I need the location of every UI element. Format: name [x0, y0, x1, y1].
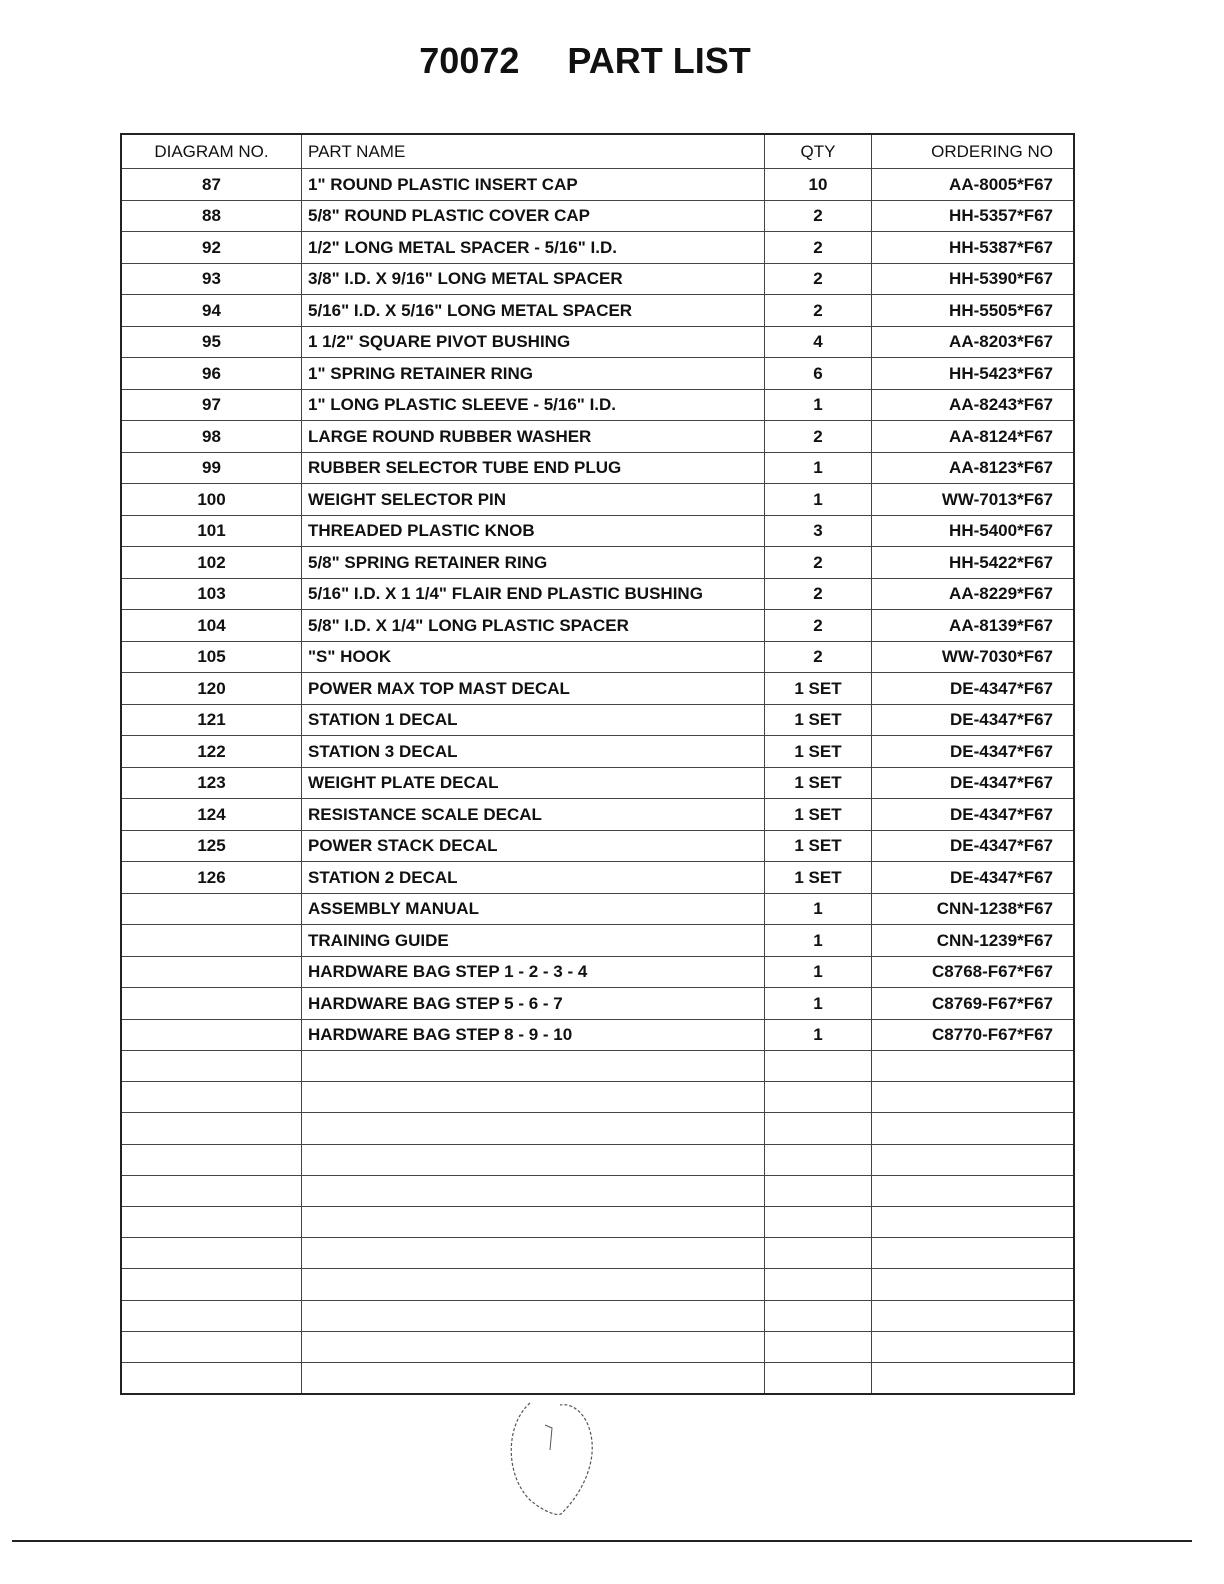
- cell-qty: 2: [765, 578, 872, 610]
- cell-ordering-no: HH-5505*F67: [872, 295, 1075, 327]
- cell-part-name: 5/16" I.D. X 1 1/4" FLAIR END PLASTIC BUSHING: [302, 578, 765, 610]
- cell-part-name: RUBBER SELECTOR TUBE END PLUG: [302, 452, 765, 484]
- table-row: [121, 452, 1074, 484]
- blank-cell: [302, 1113, 765, 1144]
- cell-part-name: POWER MAX TOP MAST DECAL: [302, 673, 765, 705]
- blank-cell: [872, 1206, 1075, 1237]
- cell-ordering-no: CNN-1239*F67: [872, 925, 1075, 957]
- blank-cell: [765, 1144, 872, 1175]
- table-row: [121, 956, 1074, 988]
- cell-part-name: "S" HOOK: [302, 641, 765, 673]
- cell-diagram-no: 87: [121, 169, 302, 201]
- table-row: [121, 169, 1074, 201]
- blank-cell: [302, 1238, 765, 1269]
- table-row: [121, 326, 1074, 358]
- parts-table-body: [121, 169, 1074, 1395]
- blank-cell: [121, 1144, 302, 1175]
- cell-part-name: STATION 3 DECAL: [302, 736, 765, 768]
- blank-cell: [121, 1113, 302, 1144]
- table-row: [121, 547, 1074, 579]
- cell-part-name: HARDWARE BAG STEP 8 - 9 - 10: [302, 1019, 765, 1051]
- cell-diagram-no: 97: [121, 389, 302, 421]
- cell-diagram-no: [121, 1019, 302, 1051]
- cell-qty: 3: [765, 515, 872, 547]
- cell-ordering-no: DE-4347*F67: [872, 862, 1075, 894]
- header-diagram-no: DIAGRAM NO.: [121, 134, 302, 169]
- cell-diagram-no: 95: [121, 326, 302, 358]
- cell-part-name: WEIGHT PLATE DECAL: [302, 767, 765, 799]
- cell-ordering-no: C8768-F67*F67: [872, 956, 1075, 988]
- cell-qty: 4: [765, 326, 872, 358]
- table-row: [121, 421, 1074, 453]
- blank-cell: [765, 1051, 872, 1082]
- cell-diagram-no: 101: [121, 515, 302, 547]
- cell-ordering-no: DE-4347*F67: [872, 767, 1075, 799]
- cell-diagram-no: 96: [121, 358, 302, 390]
- table-row: [121, 515, 1074, 547]
- cell-qty: 2: [765, 641, 872, 673]
- cell-ordering-no: HH-5422*F67: [872, 547, 1075, 579]
- header-qty: QTY: [765, 134, 872, 169]
- table-row: [121, 862, 1074, 894]
- bottom-rule: [12, 1540, 1192, 1542]
- blank-cell: [302, 1331, 765, 1362]
- cell-part-name: LARGE ROUND RUBBER WASHER: [302, 421, 765, 453]
- cell-qty: 2: [765, 295, 872, 327]
- table-row: [121, 610, 1074, 642]
- blank-cell: [765, 1362, 872, 1394]
- cell-ordering-no: WW-7030*F67: [872, 641, 1075, 673]
- blank-cell: [302, 1269, 765, 1300]
- blank-cell: [121, 1331, 302, 1362]
- blank-cell: [121, 1300, 302, 1331]
- cell-ordering-no: WW-7013*F67: [872, 484, 1075, 516]
- cell-qty: 1: [765, 956, 872, 988]
- cell-qty: 1: [765, 452, 872, 484]
- cell-diagram-no: [121, 988, 302, 1020]
- blank-cell: [872, 1082, 1075, 1113]
- cell-part-name: 1" SPRING RETAINER RING: [302, 358, 765, 390]
- cell-ordering-no: AA-8139*F67: [872, 610, 1075, 642]
- blank-row: [121, 1238, 1074, 1269]
- cell-part-name: POWER STACK DECAL: [302, 830, 765, 862]
- title-heading: PART LIST: [567, 40, 751, 81]
- header-part-name: PART NAME: [302, 134, 765, 169]
- cell-qty: 1 SET: [765, 767, 872, 799]
- cell-part-name: 1" ROUND PLASTIC INSERT CAP: [302, 169, 765, 201]
- table-row: [121, 263, 1074, 295]
- page-title: [0, 40, 1170, 82]
- blank-row: [121, 1113, 1074, 1144]
- cell-part-name: 1" LONG PLASTIC SLEEVE - 5/16" I.D.: [302, 389, 765, 421]
- cell-diagram-no: 122: [121, 736, 302, 768]
- blank-cell: [765, 1113, 872, 1144]
- cell-part-name: 5/8" ROUND PLASTIC COVER CAP: [302, 200, 765, 232]
- table-row: [121, 358, 1074, 390]
- blank-cell: [121, 1206, 302, 1237]
- cell-diagram-no: 100: [121, 484, 302, 516]
- blank-row: [121, 1362, 1074, 1394]
- cell-qty: 1 SET: [765, 736, 872, 768]
- cell-diagram-no: 98: [121, 421, 302, 453]
- cell-ordering-no: C8769-F67*F67: [872, 988, 1075, 1020]
- blank-row: [121, 1051, 1074, 1082]
- cell-ordering-no: DE-4347*F67: [872, 736, 1075, 768]
- table-row: [121, 893, 1074, 925]
- blank-cell: [872, 1362, 1075, 1394]
- cell-diagram-no: 126: [121, 862, 302, 894]
- cell-qty: 1 SET: [765, 830, 872, 862]
- cell-ordering-no: DE-4347*F67: [872, 704, 1075, 736]
- cell-diagram-no: 93: [121, 263, 302, 295]
- cell-qty: 2: [765, 610, 872, 642]
- cell-qty: 2: [765, 200, 872, 232]
- table-header-row: [121, 134, 1074, 169]
- blank-cell: [872, 1269, 1075, 1300]
- cell-qty: 6: [765, 358, 872, 390]
- cell-part-name: STATION 1 DECAL: [302, 704, 765, 736]
- blank-cell: [121, 1082, 302, 1113]
- blank-cell: [302, 1206, 765, 1237]
- cell-qty: 1: [765, 484, 872, 516]
- cell-diagram-no: 105: [121, 641, 302, 673]
- cell-qty: 1: [765, 988, 872, 1020]
- blank-row: [121, 1175, 1074, 1206]
- cell-part-name: ASSEMBLY MANUAL: [302, 893, 765, 925]
- cell-ordering-no: AA-8005*F67: [872, 169, 1075, 201]
- blank-cell: [302, 1175, 765, 1206]
- cell-diagram-no: 103: [121, 578, 302, 610]
- cell-diagram-no: [121, 925, 302, 957]
- blank-cell: [872, 1144, 1075, 1175]
- blank-row: [121, 1269, 1074, 1300]
- cell-ordering-no: C8770-F67*F67: [872, 1019, 1075, 1051]
- cell-diagram-no: 99: [121, 452, 302, 484]
- cell-part-name: WEIGHT SELECTOR PIN: [302, 484, 765, 516]
- model-number: 70072: [419, 40, 520, 81]
- cell-part-name: TRAINING GUIDE: [302, 925, 765, 957]
- table-row: [121, 641, 1074, 673]
- blank-cell: [765, 1238, 872, 1269]
- cell-diagram-no: 102: [121, 547, 302, 579]
- blank-cell: [121, 1175, 302, 1206]
- cell-qty: 1 SET: [765, 704, 872, 736]
- table-row: [121, 925, 1074, 957]
- cell-diagram-no: 123: [121, 767, 302, 799]
- blank-cell: [302, 1362, 765, 1394]
- cell-diagram-no: 104: [121, 610, 302, 642]
- cell-diagram-no: 92: [121, 232, 302, 264]
- table-row: [121, 295, 1074, 327]
- blank-cell: [872, 1113, 1075, 1144]
- cell-ordering-no: AA-8229*F67: [872, 578, 1075, 610]
- cell-part-name: STATION 2 DECAL: [302, 862, 765, 894]
- blank-cell: [302, 1144, 765, 1175]
- blank-cell: [121, 1051, 302, 1082]
- table-row: [121, 200, 1074, 232]
- cell-qty: 1: [765, 1019, 872, 1051]
- cell-ordering-no: DE-4347*F67: [872, 799, 1075, 831]
- table-row: [121, 799, 1074, 831]
- cell-ordering-no: HH-5387*F67: [872, 232, 1075, 264]
- table-row: [121, 1019, 1074, 1051]
- blank-cell: [302, 1082, 765, 1113]
- cell-ordering-no: HH-5390*F67: [872, 263, 1075, 295]
- cell-ordering-no: CNN-1238*F67: [872, 893, 1075, 925]
- blank-cell: [872, 1331, 1075, 1362]
- blank-cell: [872, 1175, 1075, 1206]
- cell-diagram-no: 125: [121, 830, 302, 862]
- handwritten-mark: [500, 1395, 610, 1520]
- blank-row: [121, 1082, 1074, 1113]
- cell-diagram-no: 120: [121, 673, 302, 705]
- blank-row: [121, 1206, 1074, 1237]
- cell-ordering-no: AA-8124*F67: [872, 421, 1075, 453]
- table-row: [121, 736, 1074, 768]
- cell-qty: 2: [765, 263, 872, 295]
- blank-cell: [121, 1362, 302, 1394]
- table-row: [121, 704, 1074, 736]
- blank-cell: [872, 1300, 1075, 1331]
- cell-ordering-no: HH-5423*F67: [872, 358, 1075, 390]
- cell-qty: 1: [765, 893, 872, 925]
- table-row: [121, 578, 1074, 610]
- cell-ordering-no: AA-8123*F67: [872, 452, 1075, 484]
- cell-diagram-no: 94: [121, 295, 302, 327]
- blank-cell: [872, 1238, 1075, 1269]
- cell-part-name: 3/8" I.D. X 9/16" LONG METAL SPACER: [302, 263, 765, 295]
- cell-qty: 2: [765, 232, 872, 264]
- cell-diagram-no: [121, 893, 302, 925]
- cell-qty: 1: [765, 925, 872, 957]
- parts-table: [120, 133, 1075, 1395]
- blank-cell: [765, 1331, 872, 1362]
- cell-qty: 2: [765, 547, 872, 579]
- table-row: [121, 484, 1074, 516]
- cell-part-name: 1 1/2" SQUARE PIVOT BUSHING: [302, 326, 765, 358]
- blank-cell: [302, 1051, 765, 1082]
- blank-cell: [302, 1300, 765, 1331]
- cell-diagram-no: 88: [121, 200, 302, 232]
- cell-diagram-no: 124: [121, 799, 302, 831]
- header-ordering-no: ORDERING NO: [872, 134, 1075, 169]
- table-row: [121, 830, 1074, 862]
- cell-part-name: 1/2" LONG METAL SPACER - 5/16" I.D.: [302, 232, 765, 264]
- cell-diagram-no: 121: [121, 704, 302, 736]
- cell-part-name: HARDWARE BAG STEP 1 - 2 - 3 - 4: [302, 956, 765, 988]
- cell-qty: 1: [765, 389, 872, 421]
- cell-ordering-no: DE-4347*F67: [872, 830, 1075, 862]
- cell-qty: 1 SET: [765, 862, 872, 894]
- blank-cell: [765, 1300, 872, 1331]
- cell-diagram-no: [121, 956, 302, 988]
- cell-part-name: 5/8" SPRING RETAINER RING: [302, 547, 765, 579]
- blank-cell: [121, 1269, 302, 1300]
- cell-ordering-no: HH-5357*F67: [872, 200, 1075, 232]
- table-row: [121, 988, 1074, 1020]
- table-row: [121, 673, 1074, 705]
- cell-ordering-no: DE-4347*F67: [872, 673, 1075, 705]
- cell-qty: 2: [765, 421, 872, 453]
- blank-cell: [765, 1269, 872, 1300]
- cell-part-name: 5/16" I.D. X 5/16" LONG METAL SPACER: [302, 295, 765, 327]
- cell-qty: 1 SET: [765, 799, 872, 831]
- cell-ordering-no: AA-8243*F67: [872, 389, 1075, 421]
- cell-part-name: THREADED PLASTIC KNOB: [302, 515, 765, 547]
- cell-part-name: RESISTANCE SCALE DECAL: [302, 799, 765, 831]
- cell-qty: 1 SET: [765, 673, 872, 705]
- table-row: [121, 767, 1074, 799]
- blank-cell: [121, 1238, 302, 1269]
- cell-qty: 10: [765, 169, 872, 201]
- cell-ordering-no: HH-5400*F67: [872, 515, 1075, 547]
- blank-row: [121, 1300, 1074, 1331]
- blank-row: [121, 1144, 1074, 1175]
- blank-cell: [765, 1175, 872, 1206]
- table-row: [121, 389, 1074, 421]
- blank-cell: [872, 1051, 1075, 1082]
- blank-cell: [765, 1206, 872, 1237]
- cell-ordering-no: AA-8203*F67: [872, 326, 1075, 358]
- cell-part-name: 5/8" I.D. X 1/4" LONG PLASTIC SPACER: [302, 610, 765, 642]
- blank-cell: [765, 1082, 872, 1113]
- cell-part-name: HARDWARE BAG STEP 5 - 6 - 7: [302, 988, 765, 1020]
- blank-row: [121, 1331, 1074, 1362]
- table-row: [121, 232, 1074, 264]
